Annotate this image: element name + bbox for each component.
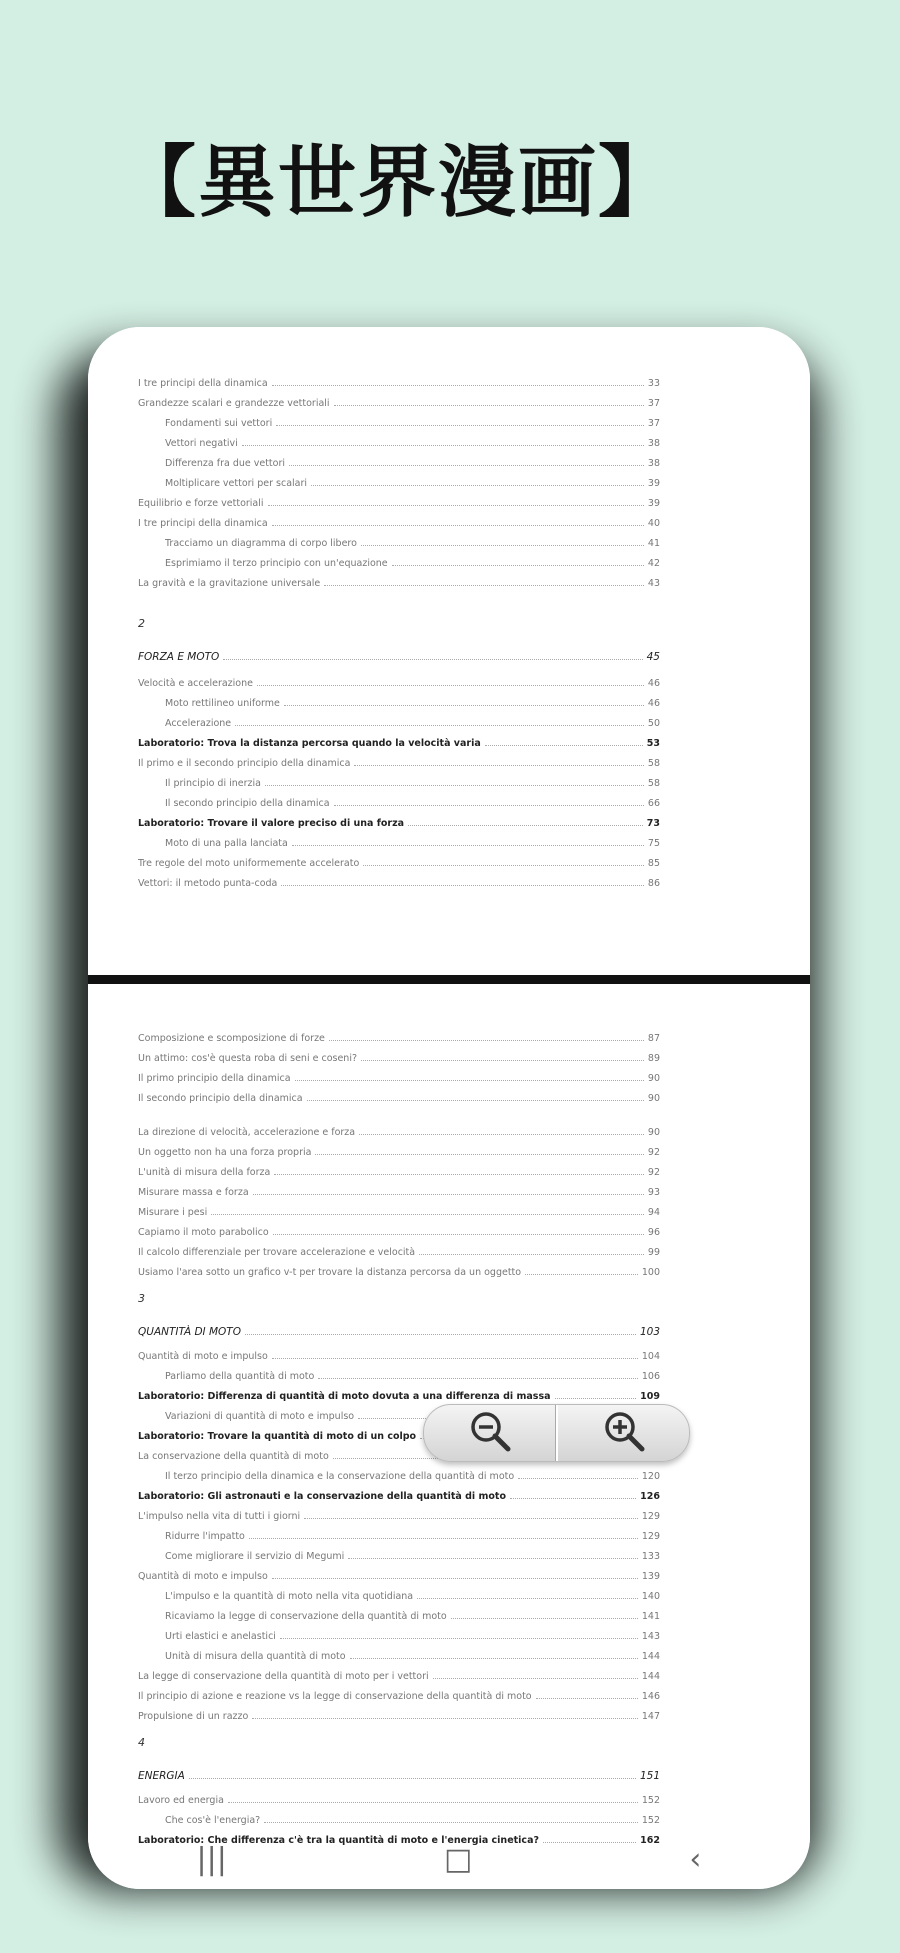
chapter-page: 151 xyxy=(639,1770,660,1782)
toc-entry-title: Lavoro ed energia xyxy=(138,1795,224,1806)
toc-entry-page: 96 xyxy=(647,1227,660,1238)
leader-dots xyxy=(354,765,644,766)
toc-entry[interactable] xyxy=(138,1158,660,1178)
toc-entry-page: 144 xyxy=(641,1651,660,1662)
toc-entry[interactable] xyxy=(138,1582,660,1602)
toc-entry-page: 89 xyxy=(647,1053,660,1064)
leader-dots xyxy=(223,659,642,660)
pdf-viewer[interactable] xyxy=(88,327,810,1889)
toc-entry-page: 58 xyxy=(647,778,660,789)
toc-entry-page: 37 xyxy=(647,398,660,409)
toc-entry-title: La direzione di velocità, accelerazione e forza xyxy=(138,1127,356,1138)
toc-entry-title: Parliamo della quantità di moto xyxy=(165,1371,315,1382)
toc-entry-title: Urti elastici e anelastici xyxy=(165,1631,276,1642)
toc-entry[interactable] xyxy=(138,729,660,749)
toc-entry-title: Moto di una palla lanciata xyxy=(165,838,288,849)
toc-entry-title: Fondamenti sui vettori xyxy=(165,418,273,429)
toc-entry-title: Un oggetto non ha una forza propria xyxy=(138,1147,312,1158)
toc-entry[interactable] xyxy=(138,449,660,469)
leader-dots xyxy=(361,1060,644,1061)
toc-entry[interactable] xyxy=(138,749,660,769)
toc-entry-page: 86 xyxy=(647,878,660,889)
zoom-in-icon xyxy=(600,1407,648,1459)
toc-entry-page: 43 xyxy=(647,578,660,589)
leader-dots xyxy=(280,1638,638,1639)
toc-entry[interactable] xyxy=(138,409,660,429)
toc-entry[interactable] xyxy=(138,669,660,689)
toc-entry-title: I tre principi della dinamica xyxy=(138,518,268,529)
toc-entry-title: Il secondo principio della dinamica xyxy=(165,798,330,809)
leader-dots xyxy=(518,1478,638,1479)
toc-entry-page: 46 xyxy=(647,678,660,689)
toc-entry-title: Laboratorio: Che differenza c'è tra la quantità di moto e l'energia cinetica? xyxy=(138,1835,539,1846)
toc-entry-page: 58 xyxy=(647,758,660,769)
leader-dots xyxy=(363,865,644,866)
toc-entry-title: Tre regole del moto uniformemente accelerato xyxy=(138,858,360,869)
toc-entry[interactable] xyxy=(138,1542,660,1562)
toc-entry[interactable] xyxy=(138,1024,660,1044)
toc-entry-page: 143 xyxy=(641,1631,660,1642)
leader-dots xyxy=(273,1234,644,1235)
toc-entry-page: 144 xyxy=(641,1671,660,1682)
toc-entry-page: 41 xyxy=(647,538,660,549)
toc-entry-title: Differenza fra due vettori xyxy=(165,458,286,469)
toc-entry-page: 53 xyxy=(646,738,660,749)
leader-dots xyxy=(329,1040,644,1041)
toc-entry-page: 152 xyxy=(641,1795,660,1806)
leader-dots xyxy=(264,1822,638,1823)
toc-entry-page: 106 xyxy=(641,1371,660,1382)
leader-dots xyxy=(272,525,644,526)
recents-button[interactable]: ||| xyxy=(196,1841,227,1877)
toc-entry[interactable] xyxy=(138,1502,660,1522)
toc-entry-title: Velocità e accelerazione xyxy=(138,678,253,689)
toc-entry[interactable] xyxy=(138,809,660,829)
toc-list xyxy=(138,369,660,589)
toc-entry-title: Composizione e scomposizione di forze xyxy=(138,1033,325,1044)
toc-entry-page: 100 xyxy=(641,1267,660,1278)
toc-entry-page: 42 xyxy=(647,558,660,569)
toc-entry-page: 50 xyxy=(647,718,660,729)
toc-entry-title: Equilibrio e forze vettoriali xyxy=(138,498,264,509)
toc-entry-title: Laboratorio: Trova la distanza percorsa quando la velocità varia xyxy=(138,738,481,749)
toc-entry-title: Moltiplicare vettori per scalari xyxy=(165,478,308,489)
leader-dots xyxy=(315,1154,643,1155)
toc-entry[interactable] xyxy=(138,1786,660,1806)
toc-entry-title: Il primo principio della dinamica xyxy=(138,1073,291,1084)
toc-entry[interactable] xyxy=(138,389,660,409)
toc-block xyxy=(138,369,660,889)
toc-entry-title: Quantità di moto e impulso xyxy=(138,1351,268,1362)
toc-entry-title: Misurare massa e forza xyxy=(138,1187,249,1198)
toc-entry-page: 120 xyxy=(641,1471,660,1482)
toc-entry[interactable] xyxy=(138,1198,660,1218)
zoom-out-button[interactable] xyxy=(424,1405,555,1461)
toc-entry-page: 141 xyxy=(641,1611,660,1622)
toc-entry-title: Laboratorio: Trovare la quantità di moto di un colpo xyxy=(138,1431,417,1442)
toc-entry-title: Propulsione di un razzo xyxy=(138,1711,249,1722)
toc-entry[interactable] xyxy=(138,1118,660,1138)
toc-entry-title: Grandezze scalari e grandezze vettoriali xyxy=(138,398,330,409)
leader-dots xyxy=(307,1100,644,1101)
toc-entry-title: Moto rettilineo uniforme xyxy=(165,698,280,709)
toc-entry[interactable] xyxy=(138,1642,660,1662)
toc-entry-page: 90 xyxy=(647,1073,660,1084)
toc-entry-title: Unità di misura della quantità di moto xyxy=(165,1651,346,1662)
toc-entry-page: 129 xyxy=(641,1531,660,1542)
leader-dots xyxy=(268,505,644,506)
toc-entry-page: 90 xyxy=(647,1093,660,1104)
toc-entry-page: 94 xyxy=(647,1207,660,1218)
leader-dots xyxy=(211,1214,644,1215)
toc-entry-title: Variazioni di quantità di moto e impulso xyxy=(165,1411,355,1422)
toc-entry-page: 75 xyxy=(647,838,660,849)
toc-entry-page: 139 xyxy=(641,1571,660,1582)
toc-entry-title: Laboratorio: Gli astronauti e la conservazione della quantità di moto xyxy=(138,1491,506,1502)
toc-entry-title: La legge di conservazione della quantità di moto per i vettori xyxy=(138,1671,429,1682)
toc-entry[interactable] xyxy=(138,1602,660,1622)
leader-dots xyxy=(419,1254,644,1255)
toc-entry-title: Come migliorare il servizio di Megumi xyxy=(165,1551,345,1562)
toc-entry-page: 90 xyxy=(647,1127,660,1138)
chapter-title: QUANTITÀ DI MOTO xyxy=(138,1326,241,1338)
toc-entry-page: 126 xyxy=(640,1491,660,1502)
toc-entry[interactable] xyxy=(138,489,660,509)
leader-dots xyxy=(245,1334,636,1335)
leader-dots xyxy=(417,1598,638,1599)
toc-entry-page: 66 xyxy=(647,798,660,809)
toc-entry-page: 40 xyxy=(647,518,660,529)
toc-entry-title: Che cos'è l'energia? xyxy=(165,1815,261,1826)
toc-list xyxy=(138,669,660,889)
toc-entry[interactable] xyxy=(138,829,660,849)
toc-entry-page: 147 xyxy=(641,1711,660,1722)
toc-entry[interactable] xyxy=(138,789,660,809)
toc-entry[interactable] xyxy=(138,569,660,589)
toc-entry-title: Tracciamo un diagramma di corpo libero xyxy=(165,538,357,549)
leader-dots xyxy=(350,1658,638,1659)
toc-entry-page: 109 xyxy=(640,1391,660,1402)
toc-entry-page: 85 xyxy=(647,858,660,869)
toc-entry[interactable] xyxy=(138,1178,660,1198)
toc-entry-page: 39 xyxy=(647,478,660,489)
toc-entry-title: Il terzo principio della dinamica e la conservazione della quantità di moto xyxy=(165,1471,515,1482)
leader-dots xyxy=(284,705,644,706)
toc-entry[interactable] xyxy=(138,1138,660,1158)
toc-entry[interactable] xyxy=(138,1622,660,1642)
leader-dots xyxy=(334,405,644,406)
toc-entry[interactable] xyxy=(138,509,660,529)
toc-entry-title: Ricaviamo la legge di conservazione della quantità di moto xyxy=(165,1611,447,1622)
leader-dots xyxy=(433,1678,638,1679)
chapter-title: ENERGIA xyxy=(138,1770,185,1782)
promo-title: 【異世界漫画】 xyxy=(118,138,679,228)
leader-dots xyxy=(451,1618,638,1619)
toc-entry-page: 133 xyxy=(641,1551,660,1562)
toc-entry[interactable] xyxy=(138,1382,660,1402)
toc-entry[interactable] xyxy=(138,769,660,789)
toc-entry[interactable] xyxy=(138,1662,660,1682)
home-button[interactable]: □ xyxy=(443,1841,473,1877)
toc-list xyxy=(138,1024,660,1104)
leader-dots xyxy=(318,1378,638,1379)
toc-entry-title: Il secondo principio della dinamica xyxy=(138,1093,303,1104)
toc-entry-title: Accelerazione xyxy=(165,718,232,729)
leader-dots xyxy=(274,1174,644,1175)
leader-dots xyxy=(392,565,644,566)
toc-entry-page: 92 xyxy=(647,1167,660,1178)
toc-entry-title: Laboratorio: Differenza di quantità di moto dovuta a una differenza di massa xyxy=(138,1391,551,1402)
zoom-in-button[interactable] xyxy=(558,1405,689,1461)
chapter-page: 103 xyxy=(639,1326,660,1338)
leader-dots xyxy=(189,1778,636,1779)
toc-entry-title: La conservazione della quantità di moto xyxy=(138,1451,329,1462)
toc-entry[interactable] xyxy=(138,429,660,449)
toc-entry-title: Un attimo: cos'è questa roba di seni e coseni? xyxy=(138,1053,358,1064)
toc-entry[interactable] xyxy=(138,869,660,889)
chapter-title: FORZA E MOTO xyxy=(138,651,220,663)
leader-dots xyxy=(272,385,644,386)
leader-dots xyxy=(289,465,644,466)
toc-entry[interactable] xyxy=(138,1258,660,1278)
toc-entry[interactable] xyxy=(138,849,660,869)
leader-dots xyxy=(510,1498,636,1499)
pdf-page-1[interactable] xyxy=(88,327,810,975)
toc-entry-page: 39 xyxy=(647,498,660,509)
toc-entry[interactable] xyxy=(138,689,660,709)
toc-entry-page: 140 xyxy=(641,1591,660,1602)
toc-entry[interactable] xyxy=(138,1562,660,1582)
toc-entry-title: L'impulso nella vita di tutti i giorni xyxy=(138,1511,301,1522)
system-navbar xyxy=(88,1829,810,1889)
toc-list xyxy=(138,1118,660,1278)
toc-entry[interactable] xyxy=(138,549,660,569)
leader-dots xyxy=(253,1194,644,1195)
toc-entry-title: I tre principi della dinamica xyxy=(138,378,268,389)
leader-dots xyxy=(252,1718,638,1719)
toc-entry-title: Esprimiamo il terzo principio con un'equazione xyxy=(165,558,388,569)
toc-entry[interactable] xyxy=(138,469,660,489)
toc-entry[interactable] xyxy=(138,369,660,389)
chapter-heading xyxy=(138,1314,660,1338)
toc-entry-title: L'unità di misura della forza xyxy=(138,1167,271,1178)
toc-list xyxy=(138,1342,660,1722)
zoom-out-icon xyxy=(466,1407,514,1459)
toc-entry-page: 129 xyxy=(641,1511,660,1522)
toc-entry[interactable] xyxy=(138,1044,660,1064)
chapter-heading xyxy=(138,639,660,663)
toc-entry-page: 104 xyxy=(641,1351,660,1362)
spacer xyxy=(138,589,660,603)
toc-entry-page: 87 xyxy=(647,1033,660,1044)
toc-entry-title: Il primo e il secondo principio della dinamica xyxy=(138,758,351,769)
toc-entry[interactable] xyxy=(138,1064,660,1084)
chapter-page: 45 xyxy=(646,651,660,663)
toc-entry[interactable] xyxy=(138,529,660,549)
leader-dots xyxy=(272,1358,638,1359)
toc-entry-title: Laboratorio: Trovare il valore preciso di una forza xyxy=(138,818,405,829)
toc-entry-page: 99 xyxy=(647,1247,660,1258)
leader-dots xyxy=(311,485,644,486)
toc-entry-page: 73 xyxy=(646,818,660,829)
leader-dots xyxy=(292,845,644,846)
leader-dots xyxy=(361,545,644,546)
leader-dots xyxy=(276,425,644,426)
toc-entry-page: 37 xyxy=(647,418,660,429)
leader-dots xyxy=(249,1538,638,1539)
chapter-number: 3 xyxy=(138,1292,145,1305)
toc-entry[interactable] xyxy=(138,1482,660,1502)
toc-entry[interactable] xyxy=(138,709,660,729)
toc-entry-page: 93 xyxy=(647,1187,660,1198)
toc-entry-page: 38 xyxy=(647,458,660,469)
toc-entry-title: Capiamo il moto parabolico xyxy=(138,1227,269,1238)
toc-entry-title: Vettori: il metodo punta-coda xyxy=(138,878,278,889)
leader-dots xyxy=(242,445,644,446)
toc-entry[interactable] xyxy=(138,1238,660,1258)
leader-dots xyxy=(348,1558,638,1559)
toc-entry[interactable] xyxy=(138,1342,660,1362)
leader-dots xyxy=(281,885,644,886)
toc-entry-title: Il principio di azione e reazione vs la legge di conservazione della quantità di moto xyxy=(138,1691,532,1702)
toc-entry-title: Quantità di moto e impulso xyxy=(138,1571,268,1582)
leader-dots xyxy=(525,1274,638,1275)
toc-entry-page: 92 xyxy=(647,1147,660,1158)
toc-entry[interactable] xyxy=(138,1806,660,1826)
toc-entry-title: La gravità e la gravitazione universale xyxy=(138,578,321,589)
leader-dots xyxy=(408,825,643,826)
spacer xyxy=(138,1104,660,1118)
zoom-control xyxy=(423,1404,690,1462)
back-button[interactable]: ‹ xyxy=(689,1841,702,1877)
toc-entry-title: L'impulso e la quantità di moto nella vita quotidiana xyxy=(165,1591,414,1602)
toc-entry-page: 152 xyxy=(641,1815,660,1826)
toc-entry-title: Il principio di inerzia xyxy=(165,778,261,789)
toc-entry-page: 146 xyxy=(641,1691,660,1702)
leader-dots xyxy=(359,1134,644,1135)
leader-dots xyxy=(265,785,644,786)
toc-entry[interactable] xyxy=(138,1522,660,1542)
toc-entry-title: Vettori negativi xyxy=(165,438,238,449)
toc-entry[interactable] xyxy=(138,1218,660,1238)
chapter-heading xyxy=(138,1758,660,1782)
leader-dots xyxy=(304,1518,638,1519)
toc-entry[interactable] xyxy=(138,1682,660,1702)
toc-entry[interactable] xyxy=(138,1462,660,1482)
toc-entry-page: 33 xyxy=(647,378,660,389)
leader-dots xyxy=(485,745,643,746)
leader-dots xyxy=(555,1398,637,1399)
leader-dots xyxy=(536,1698,638,1699)
toc-entry[interactable] xyxy=(138,1362,660,1382)
chapter-number: 2 xyxy=(138,617,145,630)
page-divider xyxy=(88,975,810,984)
leader-dots xyxy=(257,685,644,686)
toc-entry-page: 38 xyxy=(647,438,660,449)
toc-entry-title: Ridurre l'impatto xyxy=(165,1531,245,1542)
toc-entry-title: Misurare i pesi xyxy=(138,1207,208,1218)
leader-dots xyxy=(235,725,644,726)
leader-dots xyxy=(334,805,644,806)
chapter-number: 4 xyxy=(138,1736,145,1749)
toc-entry-page: 46 xyxy=(647,698,660,709)
toc-entry-title: Il calcolo differenziale per trovare accelerazione e velocità xyxy=(138,1247,416,1258)
toc-entry-title: Usiamo l'area sotto un grafico v-t per trovare la distanza percorsa da un oggetto xyxy=(138,1267,522,1278)
leader-dots xyxy=(324,585,644,586)
leader-dots xyxy=(228,1802,638,1803)
toc-entry-page: 162 xyxy=(640,1835,660,1846)
leader-dots xyxy=(272,1578,638,1579)
toc-entry[interactable] xyxy=(138,1084,660,1104)
leader-dots xyxy=(295,1080,644,1081)
toc-entry[interactable] xyxy=(138,1702,660,1722)
